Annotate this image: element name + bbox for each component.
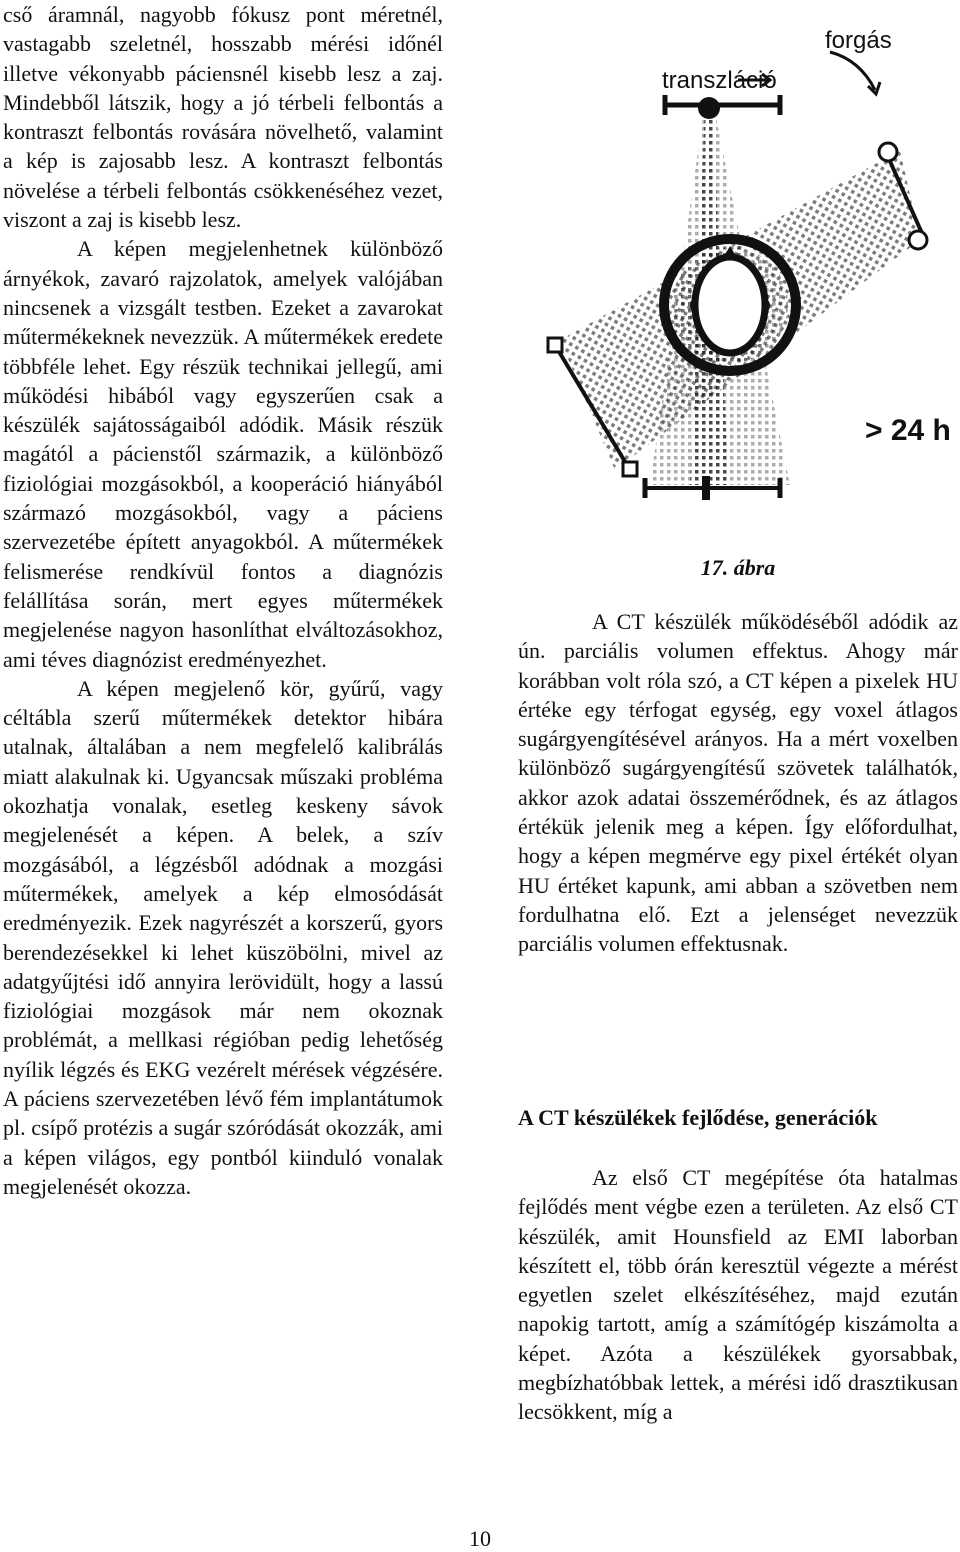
right-column-text-2 (518, 1163, 958, 1427)
figure-caption: 17. ábra (700, 555, 776, 580)
rotation-arrow-icon (830, 52, 875, 90)
detector-icon (702, 476, 710, 500)
label-translation: transzláció (662, 67, 777, 94)
paragraph-artifact-types: A képen megjelenő kör, gyűrű, vagy céltábla szerű műtermékek detektor hibára utalnak, általában a nem megfelelő kalibrálás miatt alakulnak ki. Ugyancsak műszaki probléma okozhatja vonalak, esetleg keskeny sávok megjelenését a képen. A belek, a szív mozgásából, a légzésből adódnak a mozgási műtermékek, amelyek a kép elmosódását eredményezik. Ezek nagyrészét a korszerű, gyors berendezésekkel ki lehet küszöbölni, mivel az adatgyűjtési idő annyira lerövidült, hogy a lassú fiziológiai mozgások már nem okoznak problémát, a mellkasi régióban pedig lehetőség nyílik légzés és EKG vezérelt mérések végzésére. A páciens szervezetében lévő fém implantátumok pl. csípő protézis a sugár szóródását okozzák, ami a képen világos, egy pontból kiinduló vonalak megjelenését okozza. (3, 675, 443, 1199)
rotated-source-bulb-icon (909, 231, 927, 249)
label-time: > 24 h (865, 414, 951, 447)
label-rotation: forgás (825, 27, 892, 54)
ct-scanner-diagram (540, 0, 960, 520)
paragraph-noise: cső áramnál, nagyobb fókusz pont méretnél, vastagabb szeletnél, hosszabb mérési időnél illetve vékonyabb páciensnél kisebb lesz a zaj. Mindebből látszik, hogy a jó térbeli felbontás a kontraszt felbontás rovására növelhető, valamint a kép is zajosabb lesz. A kontraszt felbontás növelése a térbeli felbontás csökkenéséhez vezet, viszont a zaj is kisebb lesz. (3, 2, 443, 233)
rotated-source-bulb-top-icon (879, 143, 897, 161)
paragraph-partial-volume: A CT készülék működéséből adódik az ún. parciális volumen effektus. Ahogy már korábban volt róla szó, a CT képen a pixelek HU értéke egy térfogat egység, egy voxel átlagos sugárgyengítésével arányos. Ha a mért voxelben különböző sugárgyengítésű szövetek találhatók, akkor azok adatai összemérődnek, és az átlagos értékük jelenik meg a képen. Így előfordulhat, hogy a képen megmérve egy pixel értékét olyan HU értéket kapunk, ami abban a szövetben nem fordulhatna elő. Ezt a jelenséget nevezzük parciális volumen effektusnak. (518, 609, 958, 957)
left-column (3, 0, 443, 1201)
patient-head (695, 257, 765, 353)
paragraph-artifacts: A képen megjelenhetnek különböző árnyékok, zavaró rajzolatok, amelyek valójában nincsenek a vizsgált testben. Ezeket a zavarokat műtermékeknek nevezzük. A műtermékek eredete többféle lehet. Egy részük technikai jellegű, ami működési hibából vagy egyszerűen csak a készülék sajátosságaiból adódik. Másik részük magától a pácienstől származik, a különböző fiziológiai mozgásokból, a kooperáció hiányából származó mozgásokból, vagy a páciens szervezetébe épített anyagokból. A műtermékek felismerése rendkívül fontos a diagnózis felállítása során, mert egyes műtermékek megjelenése nagyon hasonlíthat elváltozásokhoz, ami téves diagnózist eredményezhet. (3, 236, 443, 672)
paragraph-ct-generations: Az első CT megépítése óta hatalmas fejlődés ment végbe ezen a területen. Az első CT készülék, amit Hounsfield az EMI laborban készített el, több órán keresztül végezte a mérést egyetlen szelet elkészítéséhez, majd ezután napokig tartott, amíg a számítógép kiszámolta a képet. Azóta a készülékek gyorsabbak, megbízhatóbbak lettek, a mérési idő drasztikusan lecsökkent, míg a (518, 1165, 958, 1425)
xray-source-icon (698, 97, 720, 119)
section-heading: A CT készülékek fejlődése, generációk (518, 1105, 878, 1130)
rotated-detector-end-top (548, 338, 562, 352)
page-number: 10 (469, 1526, 491, 1551)
right-column-text (518, 607, 958, 959)
rotated-detector-end-bottom (623, 462, 637, 476)
